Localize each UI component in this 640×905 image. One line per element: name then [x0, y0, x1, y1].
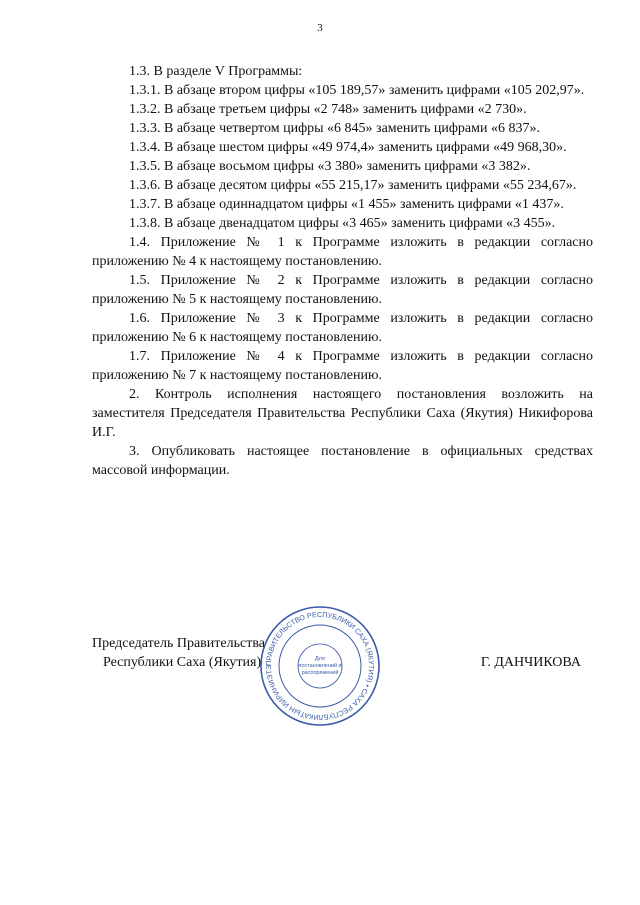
seal-center-line1: Для: [315, 656, 325, 662]
paragraph: 1.6. Приложение № 3 к Программе изложить в редакции согласно приложению № 6 к настоящему постановлению.: [92, 311, 593, 345]
signer-name: Г. ДАНЧИКОВА: [480, 655, 581, 670]
paragraph: 2. Контроль исполнения настоящего постановления возложить на заместителя Председателя Правительства Республики Саха (Якутия) Никифорова И.Г.: [92, 387, 593, 440]
paragraph: 1.3.8. В абзаце двенадцатом цифры «3 465» заменить цифрами «3 455».: [129, 216, 556, 231]
page-number: 3: [317, 22, 323, 34]
paragraph: 1.3.5. В абзаце восьмом цифры «3 380» заменить цифрами «3 382».: [129, 159, 531, 174]
seal-center-line2: постановлений и: [298, 663, 342, 669]
paragraph: 1.3.1. В абзаце втором цифры «105 189,57» заменить цифрами «105 202,97».: [129, 83, 585, 98]
paragraph: 1.3. В разделе V Программы:: [129, 64, 303, 79]
seal-outer-text-path: ПРАВИТЕЛЬСТВО РЕСПУБЛИКИ САХА (ЯКУТИЯ) • САХА РЕСПУБЛИКАТЫН ИИРИНИЭТЭ: [263, 609, 377, 723]
official-seal-icon: [258, 604, 382, 728]
paragraph: 1.3.7. В абзаце одиннадцатом цифры «1 455» заменить цифрами «1 437».: [129, 197, 564, 212]
paragraph: 1.7. Приложение № 4 к Программе изложить в редакции согласно приложению № 7 к настоящему постановлению.: [92, 349, 593, 383]
paragraph: 1.3.2. В абзаце третьем цифры «2 748» заменить цифрами «2 730».: [129, 102, 527, 117]
seal-center-line3: распоряжений: [301, 670, 339, 676]
document-body: [92, 62, 593, 480]
paragraph: 1.3.3. В абзаце четвертом цифры «6 845» заменить цифрами «6 837».: [129, 121, 540, 136]
paragraph: 3. Опубликовать настоящее постановление в официальных средствах массовой информации.: [92, 444, 593, 478]
signer-title-line1: Председатель Правительства: [92, 636, 265, 651]
signer-title-line2: Республики Саха (Якутия): [103, 655, 262, 670]
paragraph: 1.5. Приложение № 2 к Программе изложить в редакции согласно приложению № 5 к настоящему постановлению.: [92, 273, 593, 307]
paragraph: 1.3.4. В абзаце шестом цифры «49 974,4» заменить цифрами «49 968,30».: [129, 140, 567, 155]
paragraph: 1.4. Приложение № 1 к Программе изложить в редакции согласно приложению № 4 к настоящему постановлению.: [92, 235, 593, 269]
paragraph: 1.3.6. В абзаце десятом цифры «55 215,17» заменить цифрами «55 234,67».: [129, 178, 577, 193]
